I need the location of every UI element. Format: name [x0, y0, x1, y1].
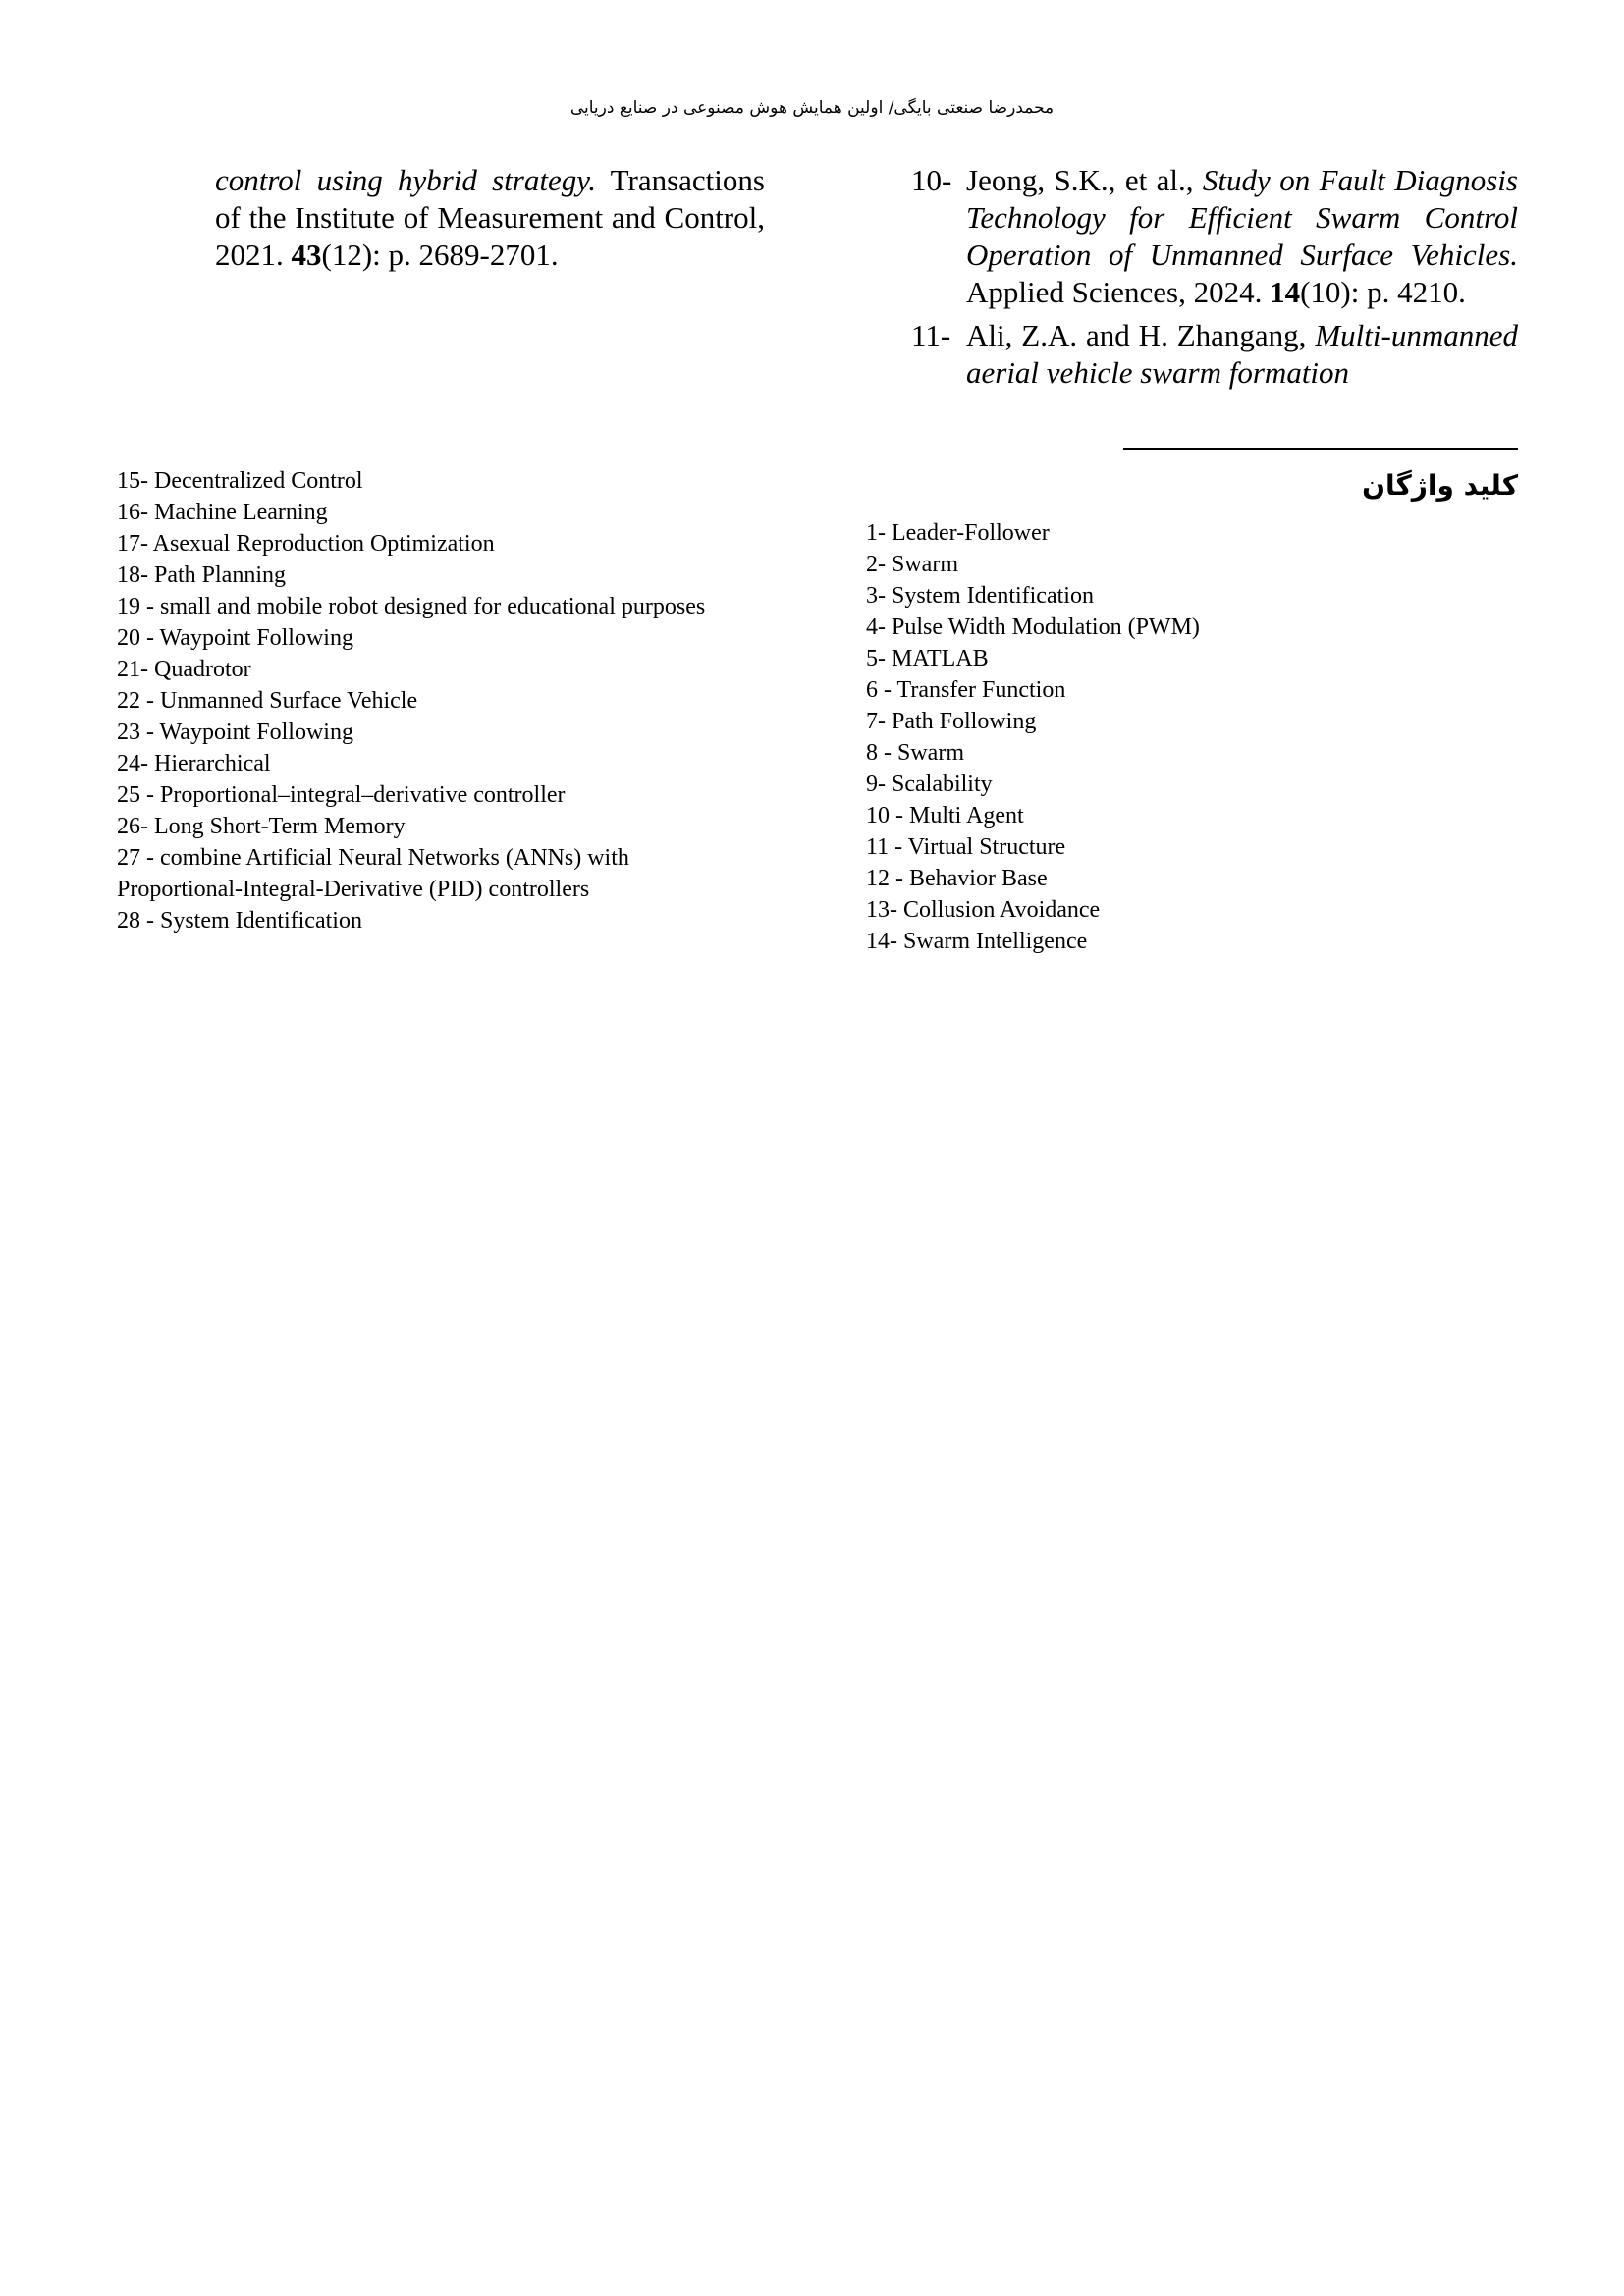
footnote-item: 11 - Virtual Structure	[866, 834, 1066, 860]
footnote-item: 27 - combine Artificial Neural Networks (ANNs) with Proportional-Integral-Derivative (PID) controllers	[117, 845, 629, 902]
footnote-item: 19 - small and mobile robot designed for educational purposes	[117, 594, 706, 619]
footnote-item: 22 - Unmanned Surface Vehicle	[117, 688, 418, 714]
footnote-item: 25 - Proportional–integral–derivative controller	[117, 782, 566, 808]
footnote-item: 10 - Multi Agent	[866, 803, 1024, 828]
footnote-item: 4- Pulse Width Modulation (PWM)	[866, 614, 1200, 640]
reference-number: 11-	[911, 318, 951, 352]
footnote-item: 17- Asexual Reproduction Optimization	[117, 531, 495, 557]
footnote-item: 18- Path Planning	[117, 562, 286, 588]
section-divider	[1123, 448, 1518, 450]
footnote-item: 13- Collusion Avoidance	[866, 897, 1101, 923]
footnote-item: 26- Long Short-Term Memory	[117, 814, 406, 839]
reference-pages: (10): p. 4210.	[1300, 275, 1466, 309]
footnote-list-right	[866, 517, 1416, 957]
footnote-item: 6 - Transfer Function	[866, 677, 1066, 703]
footnote-item: 28 - System Identification	[117, 908, 362, 934]
footnote-item: 1- Leader-Follower	[866, 520, 1050, 546]
footnote-item: 14- Swarm Intelligence	[866, 929, 1088, 954]
footnote-item: 24- Hierarchical	[117, 751, 271, 776]
footnote-item: 5- MATLAB	[866, 646, 989, 671]
reference-list	[911, 162, 1518, 398]
reference-title: Study on Fault Diagnosis Technology for Efficient Swarm Control Operation of Unmanned Surface Vehicles.	[966, 163, 1518, 272]
footnote-item: 7- Path Following	[866, 709, 1037, 734]
reference-pages: (12): p. 2689-2701.	[321, 238, 559, 272]
reference-title: control using hybrid strategy.	[215, 163, 597, 197]
reference-continuation	[215, 162, 765, 274]
footnote-item: 12 - Behavior Base	[866, 866, 1048, 891]
reference-authors: Jeong, S.K., et al.,	[966, 163, 1203, 197]
reference-entry-11	[911, 317, 1518, 392]
footnote-item: 20 - Waypoint Following	[117, 625, 353, 651]
reference-title: Multi-unmanned aerial vehicle swarm formation	[966, 318, 1518, 390]
footnote-item: 21- Quadrotor	[117, 657, 251, 682]
reference-authors: Ali, Z.A. and H. Zhangang,	[966, 318, 1316, 352]
keywords-heading: کلید واژگان	[1362, 469, 1518, 502]
footnote-item: 15- Decentralized Control	[117, 468, 363, 494]
reference-year: , 2021.	[215, 200, 765, 272]
footnote-item: 2- Swarm	[866, 552, 958, 577]
reference-journal: Transactions of the Institute of Measurement and Control	[215, 163, 765, 235]
footnote-item: 8 - Swarm	[866, 740, 964, 766]
reference-journal: Applied Sciences, 2024.	[966, 275, 1271, 309]
footnote-item: 16- Machine Learning	[117, 500, 328, 525]
reference-volume: 14	[1270, 275, 1301, 309]
reference-entry-10	[911, 162, 1518, 311]
footnote-item: 9- Scalability	[866, 772, 993, 797]
running-header: محمدرضا صنعتی بایگی/ اولین همایش هوش مصنوعی در صنایع دریایی	[569, 98, 1055, 118]
reference-volume: 43	[291, 238, 322, 272]
footnote-item: 23 - Waypoint Following	[117, 720, 353, 745]
footnote-list-left	[117, 465, 726, 936]
reference-number: 10-	[911, 163, 952, 197]
footnote-item: 3- System Identification	[866, 583, 1094, 609]
